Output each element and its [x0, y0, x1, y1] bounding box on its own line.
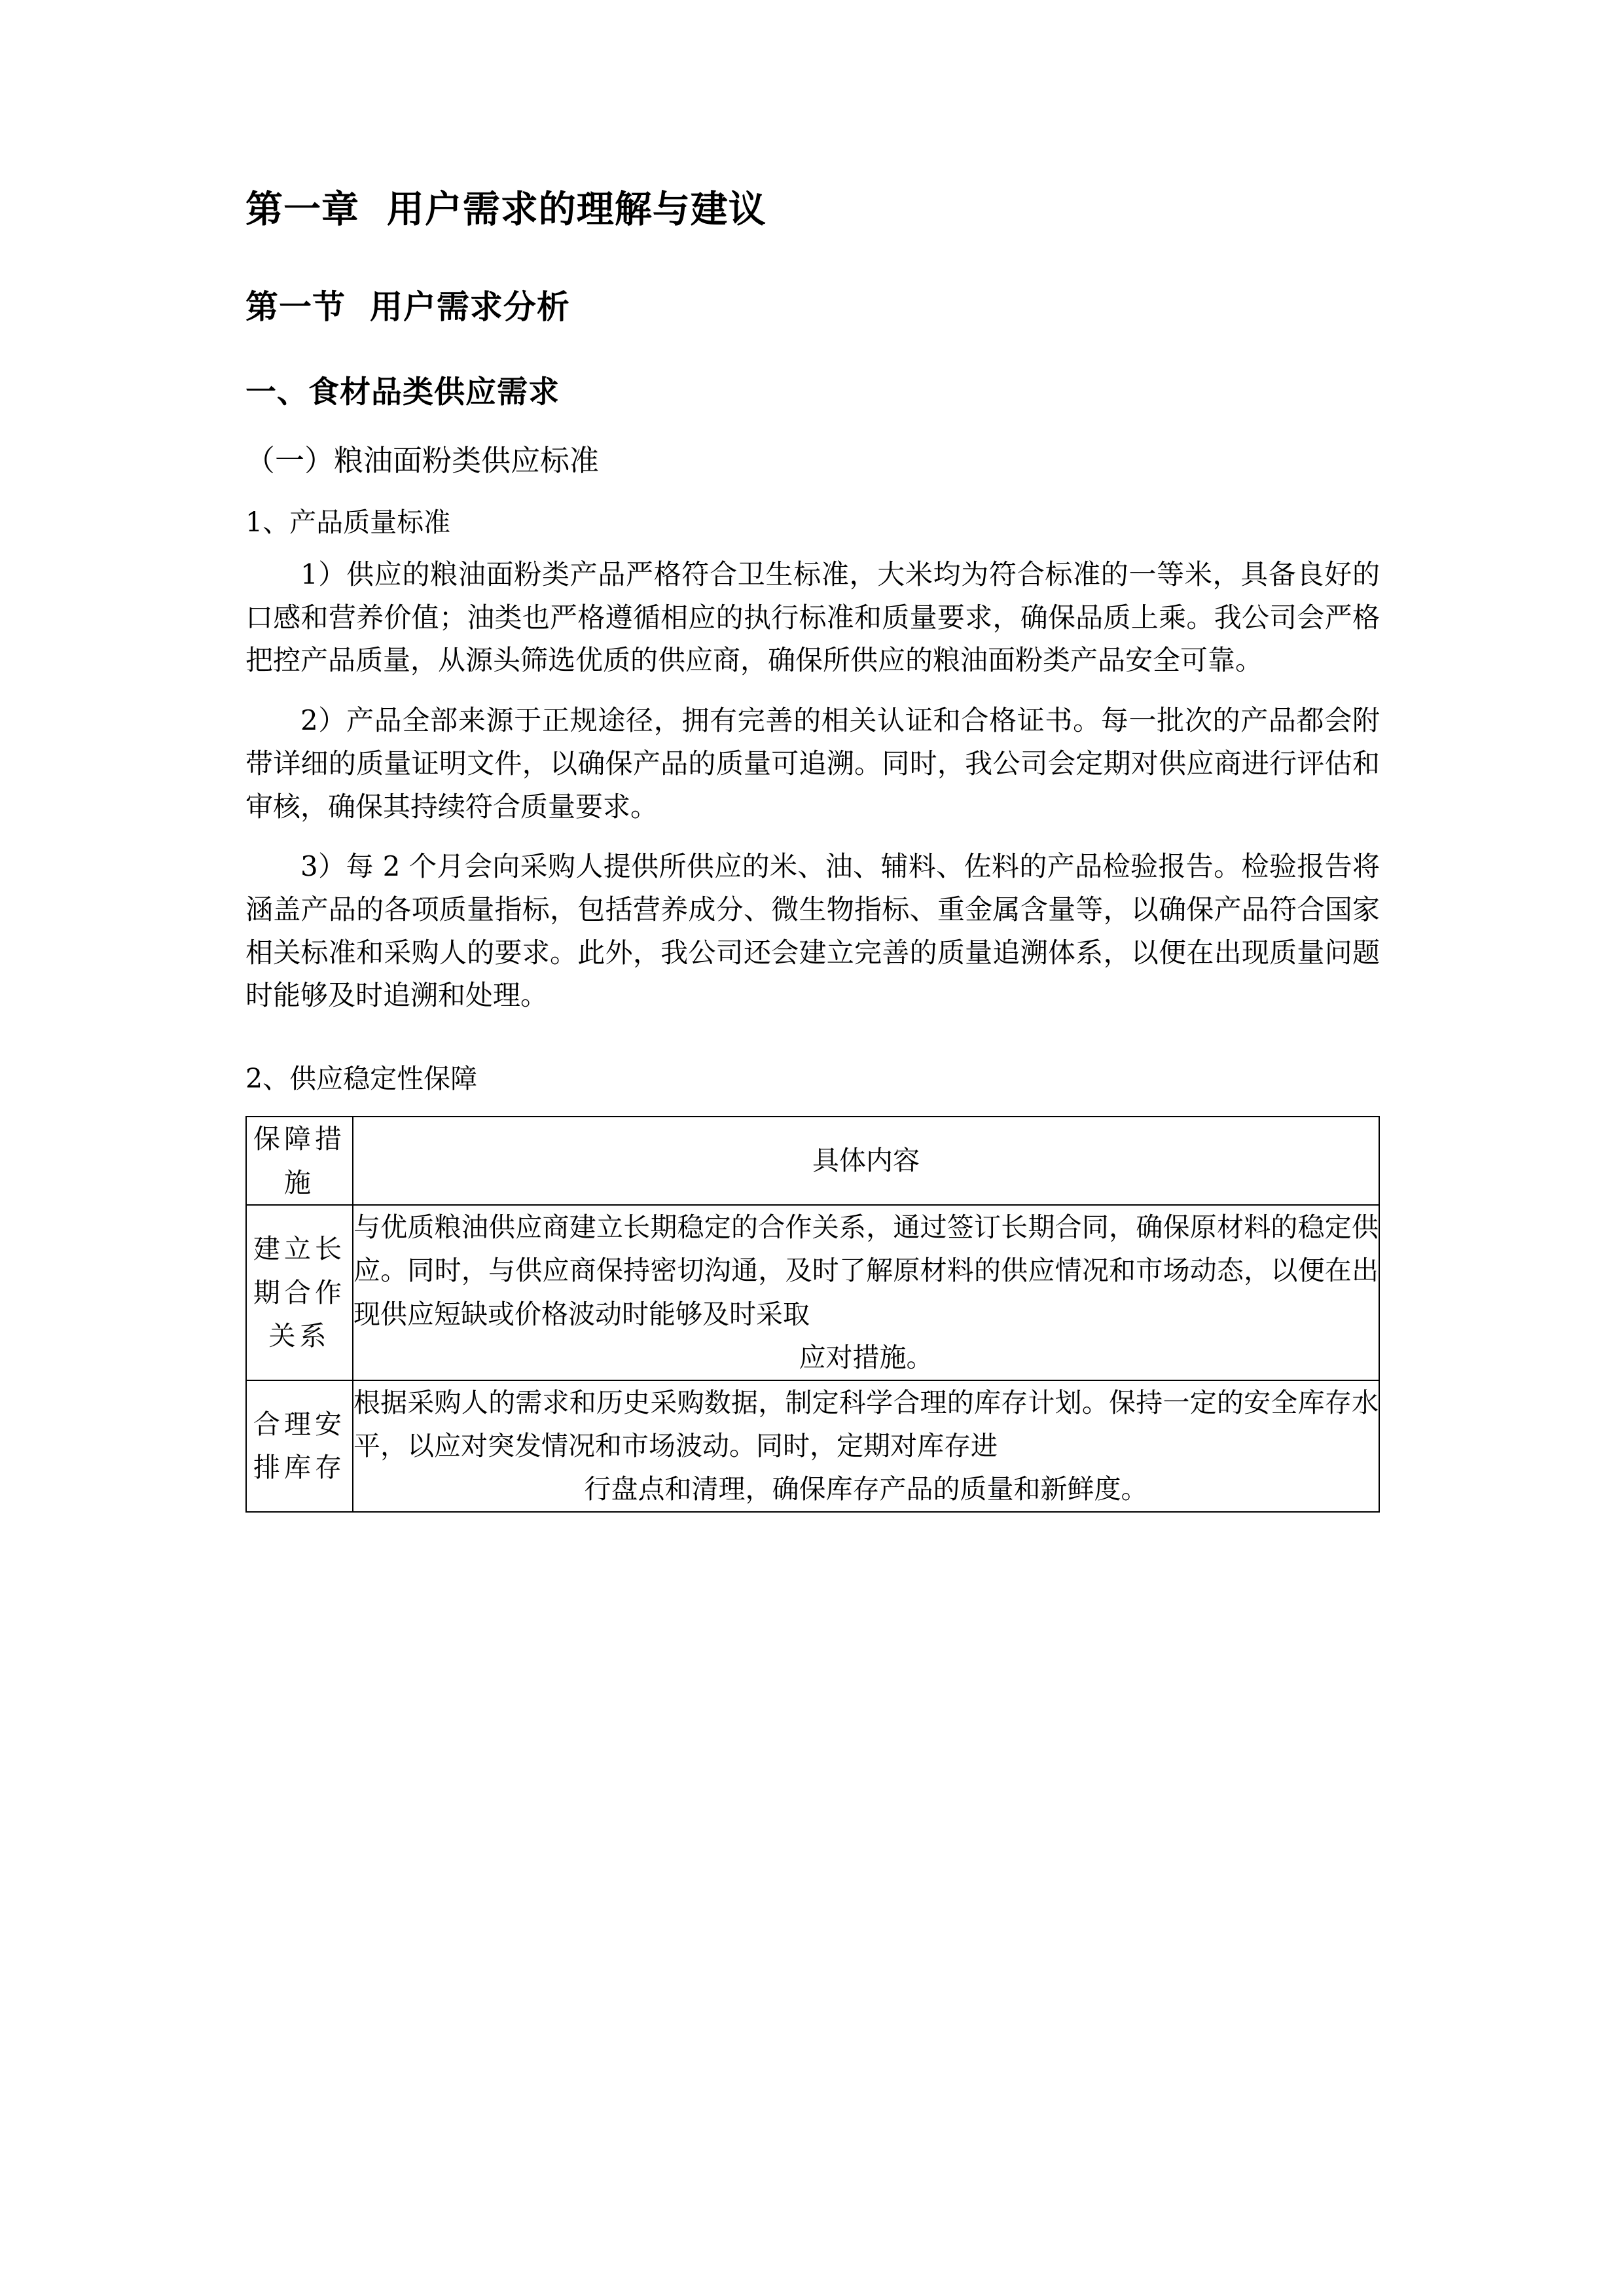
- paragraph-2: 2）产品全部来源于正规途径，拥有完善的相关认证和合格证书。每一批次的产品都会附带详细的质量证明文件，以确保产品的质量可追溯。同时，我公司会定期对供应商进行评估和审核，确保其持续符合质量要求。: [245, 704, 1380, 823]
- table-cell-value: [353, 1380, 1379, 1512]
- numbered-heading-product-quality: 1、产品质量标准: [245, 507, 451, 538]
- table-row: [246, 1205, 1379, 1380]
- measures-table-wrapper: [245, 1092, 1380, 1513]
- table-row: [246, 1380, 1379, 1512]
- document-page: [245, 0, 1380, 2296]
- measures-table: [245, 1116, 1380, 1513]
- table-cell-value-tail: 应对措施。: [799, 1342, 933, 1374]
- numbered-heading-supply-stability: 2、供应稳定性保障: [245, 1063, 478, 1095]
- table-cell-value-tail: 行盘点和清理，确保库存产品的质量和新鲜度。: [584, 1473, 1148, 1505]
- table-header-row: [246, 1117, 1379, 1205]
- sub-heading: （一）粮油面粉类供应标准: [245, 443, 600, 478]
- table-cell-value-body: 根据采购人的需求和历史采购数据，制定科学合理的库存计划。保持一定的安全库存水平，以应对突发情况和市场波动。同时，定期对库存进: [353, 1386, 1379, 1462]
- table-header-value: 具体内容: [353, 1117, 1379, 1205]
- table-cell-key: 建立长期合作关系: [246, 1205, 353, 1380]
- table-cell-value: [353, 1205, 1379, 1380]
- paragraph-1: 1）供应的粮油面粉类产品严格符合卫生标准，大米均为符合标准的一等米，具备良好的口感和营养价值；油类也严格遵循相应的执行标准和质量要求，确保品质上乘。我公司会严格把控产品质量，从源头筛选优质的供应商，确保所供应的粮油面粉类产品安全可靠。: [245, 558, 1380, 677]
- table-cell-key: 合理安排库存: [246, 1380, 353, 1512]
- chapter-heading: 第一章 用户需求的理解与建议: [245, 188, 767, 231]
- item-heading: 一、食材品类供应需求: [245, 374, 560, 410]
- section-heading: 第一节 用户需求分析: [245, 288, 570, 326]
- table-cell-value-body: 与优质粮油供应商建立长期稳定的合作关系，通过签订长期合同，确保原材料的稳定供应。同时，与供应商保持密切沟通，及时了解原材料的供应情况和市场动态，以便在出现供应短缺或价格波动时能够及时采取: [353, 1211, 1379, 1330]
- table-header-key: 保障措施: [246, 1117, 353, 1205]
- paragraph-3: 3）每 2 个月会向采购人提供所供应的米、油、辅料、佐料的产品检验报告。检验报告将涵盖产品的各项质量指标，包括营养成分、微生物指标、重金属含量等，以确保产品符合国家相关标准和采购人的要求。此外，我公司还会建立完善的质量追溯体系，以便在出现质量问题时能够及时追溯和处理。: [245, 850, 1380, 1012]
